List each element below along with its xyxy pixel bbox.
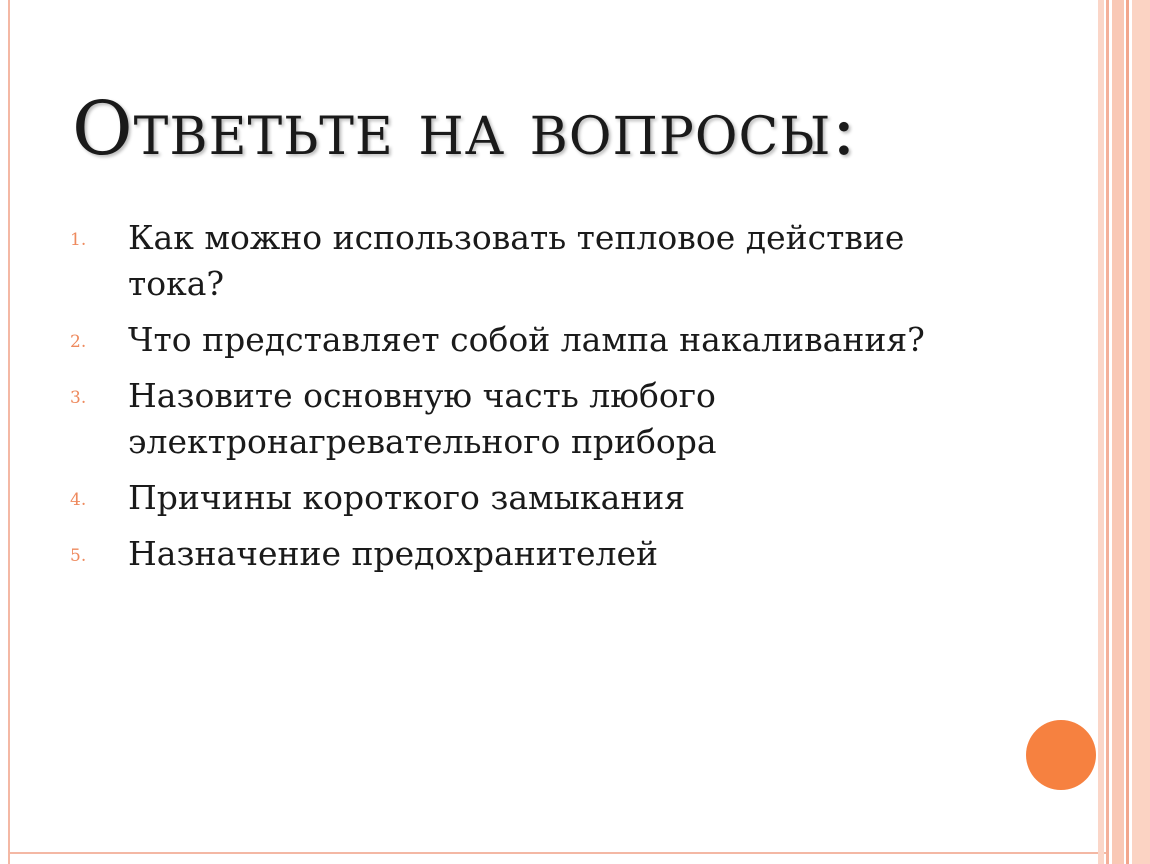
slide-title: Ответьте на вопросы: <box>72 86 858 172</box>
frame-bottom-border <box>8 852 1106 854</box>
stripe <box>1112 0 1124 864</box>
list-item <box>70 317 1000 363</box>
list-number: 2. <box>70 332 87 352</box>
list-item <box>70 373 1000 465</box>
stripe <box>1098 0 1104 864</box>
stripe <box>1126 0 1129 864</box>
question-text: Как можно использовать тепловое действие тока? <box>128 218 905 303</box>
question-text: Назовите основную часть любого электронагревательного прибора <box>128 376 717 461</box>
list-number: 1. <box>70 230 87 250</box>
decorative-stripes <box>1098 0 1150 864</box>
stripe <box>1106 0 1109 864</box>
question-text: Причины короткого замыкания <box>128 478 686 517</box>
list-number: 5. <box>70 546 87 566</box>
list-item <box>70 475 1000 521</box>
list-item <box>70 215 1000 307</box>
question-text: Что представляет собой лампа накаливания? <box>128 320 925 359</box>
list-number: 4. <box>70 490 87 510</box>
accent-circle <box>1026 720 1096 790</box>
stripe <box>1132 0 1150 864</box>
question-text: Назначение предохранителей <box>128 534 658 573</box>
question-list <box>70 215 1000 587</box>
list-number: 3. <box>70 388 87 408</box>
list-item <box>70 531 1000 577</box>
frame-left-border <box>8 0 10 864</box>
